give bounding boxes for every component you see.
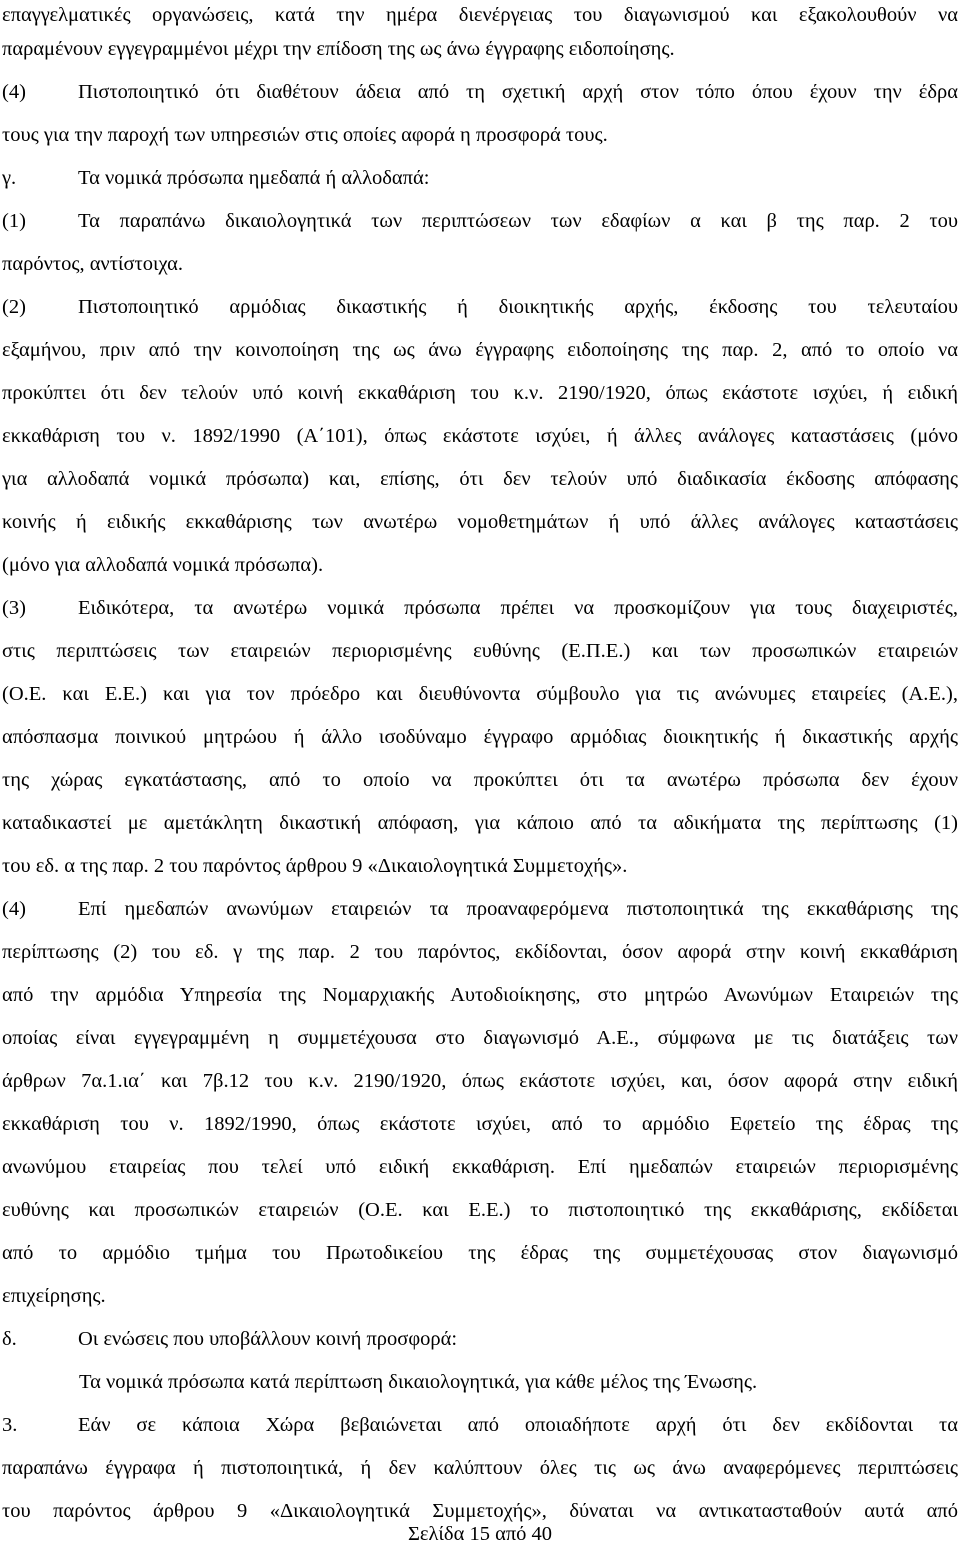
text-line: [2, 1109, 958, 1139]
line-text: (μόνο για αλλοδαπά νομικά πρόσωπα).: [2, 554, 324, 576]
text-line: [2, 1195, 958, 1225]
line-text: ανωνύμου εταιρείας που τελεί υπό ειδική εκκαθάριση. Επί ημεδαπών εταιρειών περιορισμένης: [2, 1156, 958, 1178]
text-line: [2, 292, 958, 322]
text-line: [2, 1281, 958, 1311]
text-line: [2, 77, 958, 107]
text-line: [2, 34, 958, 64]
text-line: [2, 206, 958, 236]
line-text: οποίας είναι εγγεγραμμένη η συμμετέχουσα στο διαγωνισμό Α.Ε., σύμφωνα με τις διατάξεις των: [2, 1027, 958, 1049]
text-line: [2, 1023, 958, 1053]
line-text: της χώρας εγκατάστασης, από το οποίο να προκύπτει ότι τα ανωτέρω πρόσωπα δεν έχουν: [2, 769, 958, 791]
line-text: παραπάνω έγγραφα ή πιστοποιητικά, ή δεν καλύπτουν όλες τις ως άνω αναφερόμενες περιπτώσεις: [2, 1457, 958, 1479]
text-line: [2, 1410, 958, 1440]
line-text: περίπτωσης (2) του εδ. γ της παρ. 2 του παρόντος, εκδίδονται, όσον αφορά στην κοινή εκκαθάριση: [2, 941, 958, 963]
line-text: Ειδικότερα, τα ανωτέρω νομικά πρόσωπα πρέπει να προσκομίζουν για τους διαχειριστές,: [78, 597, 958, 619]
text-line: [2, 679, 958, 709]
line-text: Εάν σε κάποια Χώρα βεβαιώνεται από οποιαδήποτε αρχή ότι δεν εκδίδονται τα: [78, 1414, 958, 1436]
list-marker: δ.: [2, 1328, 17, 1350]
text-line: [2, 550, 958, 580]
text-line: [2, 421, 958, 451]
text-line: [2, 378, 958, 408]
text-line: [2, 464, 958, 494]
line-text: Τα νομικά πρόσωπα κατά περίπτωση δικαιολογητικά, για κάθε μέλος της Ένωσης.: [79, 1371, 758, 1393]
list-marker: (3): [2, 597, 26, 619]
text-line: [2, 765, 958, 795]
text-line: [2, 507, 958, 537]
line-text: άρθρων 7α.1.ια΄ και 7β.12 του κ.ν. 2190/1920, όπως εκάστοτε ισχύει, και, όσον αφορά στην ειδική: [2, 1070, 958, 1092]
line-text: Τα νομικά πρόσωπα ημεδαπά ή αλλοδαπά:: [78, 167, 430, 189]
list-marker: (4): [2, 81, 26, 103]
text-line: [2, 120, 958, 150]
page-footer: Σελίδα 15 από 40: [407, 1523, 553, 1545]
line-text: προκύπτει ότι δεν τελούν υπό κοινή εκκαθάριση του κ.ν. 2190/1920, όπως εκάστοτε ισχύει, ή ειδική: [2, 382, 958, 404]
text-line: [2, 1238, 958, 1268]
list-marker: (1): [2, 210, 26, 232]
text-line: [2, 636, 958, 666]
line-text: εκκαθάριση του ν. 1892/1990 (Α΄101), όπως εκάστοτε ισχύει, ή άλλες ανάλογες καταστάσεις (μόνο: [2, 425, 958, 447]
text-line: [2, 163, 958, 193]
line-text: ευθύνης και προσωπικών εταιρειών (Ο.Ε. και Ε.Ε.) το πιστοποιητικό της εκκαθάρισης, εκδίδεται: [2, 1199, 958, 1221]
list-marker: 3.: [2, 1414, 18, 1436]
line-text: Πιστοποιητικό ότι διαθέτουν άδεια από τη σχετική αρχή στον τόπο όπου έχουν την έδρα: [78, 81, 958, 103]
line-text: για αλλοδαπά νομικά πρόσωπα) και, επίσης, ότι δεν τελούν υπό διαδικασία έκδοσης απόφασης: [2, 468, 958, 490]
line-text: στις περιπτώσεις των εταιρειών περιορισμένης ευθύνης (Ε.Π.Ε.) και των προσωπικών εταιρειών: [2, 640, 958, 662]
list-marker: (4): [2, 898, 26, 920]
text-line: [2, 593, 958, 623]
text-line: [2, 249, 958, 279]
text-line: [79, 1367, 958, 1397]
line-text: Επί ημεδαπών ανωνύμων εταιρειών τα προαναφερόμενα πιστοποιητικά της εκκαθάρισης της: [78, 898, 958, 920]
line-text: κοινής ή ειδικής εκκαθάρισης των ανωτέρω νομοθετημάτων ή υπό άλλες ανάλογες καταστάσεις: [2, 511, 958, 533]
text-line: [2, 1066, 958, 1096]
text-line: [2, 1453, 958, 1483]
line-text: παρόντος, αντίστοιχα.: [2, 253, 184, 275]
line-text: τους για την παροχή των υπηρεσιών στις οποίες αφορά η προσφορά τους.: [2, 124, 608, 146]
text-line: [2, 808, 958, 838]
text-line: [2, 1324, 958, 1354]
line-text: από το αρμόδιο τμήμα του Πρωτοδικείου της έδρας της συμμετέχουσας στον διαγωνισμό: [2, 1242, 958, 1264]
line-text: Οι ενώσεις που υποβάλλουν κοινή προσφορά:: [78, 1328, 458, 1350]
line-text: του παρόντος άρθρου 9 «Δικαιολογητικά Συμμετοχής», δύναται να αντικατασταθούν αυτά από: [2, 1500, 958, 1522]
line-text: παραμένουν εγγεγραμμένοι μέχρι την επίδοση της ως άνω έγγραφης ειδοποίησης.: [2, 38, 675, 60]
text-line: [2, 0, 958, 30]
line-text: του εδ. α της παρ. 2 του παρόντος άρθρου 9 «Δικαιολογητικά Συμμετοχής».: [2, 855, 628, 877]
line-text: εκκαθάριση του ν. 1892/1990, όπως εκάστοτε ισχύει, από το αρμόδιο Εφετείο της έδρας της: [2, 1113, 958, 1135]
list-marker: γ.: [2, 167, 17, 189]
text-line: [2, 722, 958, 752]
text-line: [2, 335, 958, 365]
text-line: [2, 851, 958, 881]
line-text: απόσπασμα ποινικού μητρώου ή άλλο ισοδύναμο έγγραφο αρμόδιας διοικητικής ή δικαστικής αρχής: [2, 726, 958, 748]
line-text: καταδικαστεί με αμετάκλητη δικαστική απόφαση, για κάποιο από τα αδικήματα της περίπτωσης (1): [2, 812, 958, 834]
text-line: [2, 980, 958, 1010]
line-text: από την αρμόδια Υπηρεσία της Νομαρχιακής Αυτοδιοίκησης, στο μητρώο Ανωνύμων Εταιρειών της: [2, 984, 958, 1006]
text-line: [2, 1152, 958, 1182]
text-line: [2, 894, 958, 924]
line-text: (Ο.Ε. και Ε.Ε.) και για τον πρόεδρο και διευθύνοντα σύμβουλο για τις ανώνυμες εταιρείες (Α.Ε.),: [2, 683, 958, 705]
list-marker: (2): [2, 296, 26, 318]
line-text: Πιστοποιητικό αρμόδιας δικαστικής ή διοικητικής αρχής, έκδοσης του τελευταίου: [78, 296, 958, 318]
line-text: επιχείρησης.: [2, 1285, 106, 1307]
text-line: [2, 937, 958, 967]
line-text: Τα παραπάνω δικαιολογητικά των περιπτώσεων των εδαφίων α και β της παρ. 2 του: [78, 210, 958, 232]
line-text: εξαμήνου, πριν από την κοινοποίηση της ως άνω έγγραφης ειδοποίησης της παρ. 2, από το οποίο να: [2, 339, 958, 361]
line-text: επαγγελματικές οργανώσεις, κατά την ημέρα διενέργειας του διαγωνισμού και εξακολουθούν να: [2, 4, 958, 26]
